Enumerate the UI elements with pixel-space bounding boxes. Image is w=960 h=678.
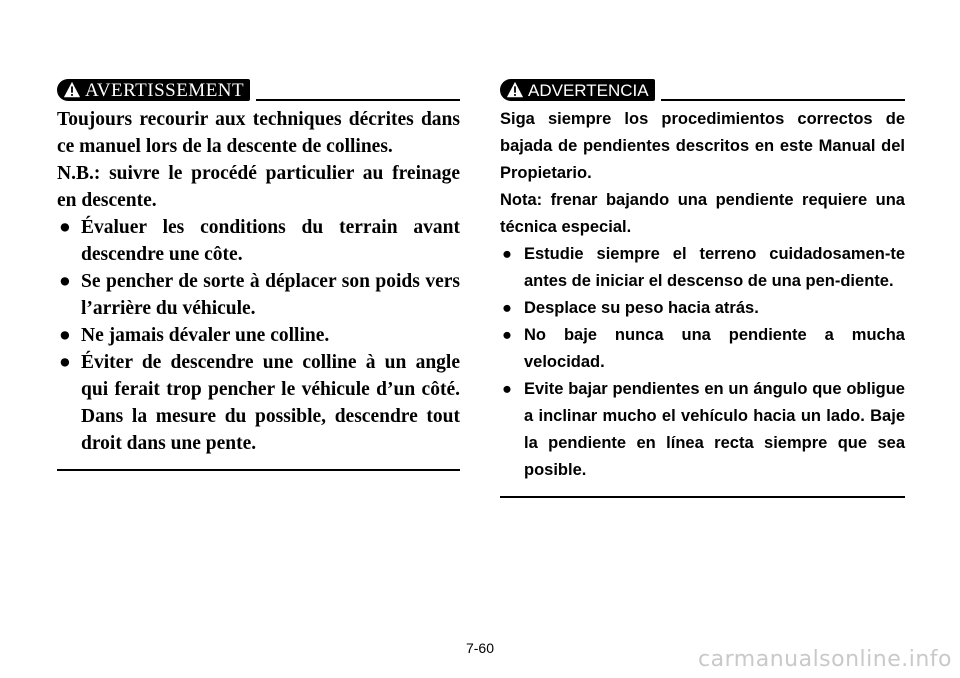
french-bullet-3-text: Ne jamais dévaler une colline.	[81, 325, 330, 346]
spanish-intro-1: Siga siempre los procedimientos correctos de bajada de pendientes descritos en este Manual del Propietario.	[500, 110, 905, 182]
bullet-dot: ●	[502, 380, 512, 398]
spanish-bullet-3	[500, 322, 905, 376]
warning-triangle-icon	[63, 81, 81, 99]
french-intro-2: N.B.: suivre le procédé particulier au freinage en descente.	[57, 163, 460, 211]
french-bullet-4-text: Éviter de descendre une colline à un angle qui ferait trop pencher le véhicule d’un côté. Dans la mesure du possible, descendre tout droit dans une pente.	[81, 352, 460, 454]
bullet-dot: ●	[502, 326, 512, 344]
page-number: 7-60	[465, 640, 495, 656]
bullet-dot: ●	[59, 271, 71, 292]
spanish-bullet-4-text: Evite bajar pendientes en un ángulo que obligue a inclinar mucho el vehículo hacia un lado. Baje la pendiente en línea recta siempre que sea posible.	[524, 380, 905, 479]
spanish-intro-2: Nota: frenar bajando una pendiente requiere una técnica especial.	[500, 191, 905, 236]
french-bullet-1	[57, 214, 460, 268]
spanish-header-rule	[661, 99, 905, 101]
bullet-dot: ●	[59, 217, 71, 238]
watermark: carmanualsonline.info	[698, 647, 952, 672]
spanish-bullet-1-text: Estudie siempre el terreno cuidadosamen-te antes de iniciar el descenso de una pen-diente.	[524, 245, 905, 290]
french-bullet-1-text: Évaluer les conditions du terrain avant descendre une côte.	[81, 217, 460, 265]
spanish-bullet-4	[500, 376, 905, 484]
french-bullet-4	[57, 349, 460, 457]
french-bullet-2-text: Se pencher de sorte à déplacer son poids vers l’arrière du véhicule.	[81, 271, 460, 319]
french-intro-1: Toujours recourir aux techniques décrites dans ce manuel lors de la descente de collines.	[57, 109, 460, 157]
french-warning-badge	[57, 79, 250, 101]
spanish-bullet-3-text: No baje nunca una pendiente a mucha velocidad.	[524, 326, 905, 371]
spanish-warning-label: ADVERTENCIA	[528, 80, 649, 100]
french-warning-header	[57, 78, 460, 102]
bullet-dot: ●	[502, 245, 512, 263]
bullet-dot: ●	[502, 299, 512, 317]
french-bullet-3	[57, 322, 460, 349]
french-warning-section	[57, 78, 460, 471]
spanish-warning-section	[500, 78, 905, 498]
spanish-warning-badge	[500, 79, 655, 101]
french-warning-label: AVERTISSEMENT	[85, 79, 245, 101]
bullet-dot: ●	[59, 352, 71, 373]
spanish-footer-rule	[500, 496, 905, 498]
spanish-bullet-1	[500, 241, 905, 295]
french-bullet-2	[57, 268, 460, 322]
bullet-dot: ●	[59, 325, 71, 346]
spanish-bullet-2-text: Desplace su peso hacia atrás.	[524, 299, 759, 317]
french-footer-rule	[57, 469, 460, 471]
spanish-warning-header	[500, 78, 905, 102]
warning-triangle-icon	[506, 81, 524, 99]
french-header-rule	[256, 99, 460, 101]
spanish-bullet-2	[500, 295, 905, 322]
